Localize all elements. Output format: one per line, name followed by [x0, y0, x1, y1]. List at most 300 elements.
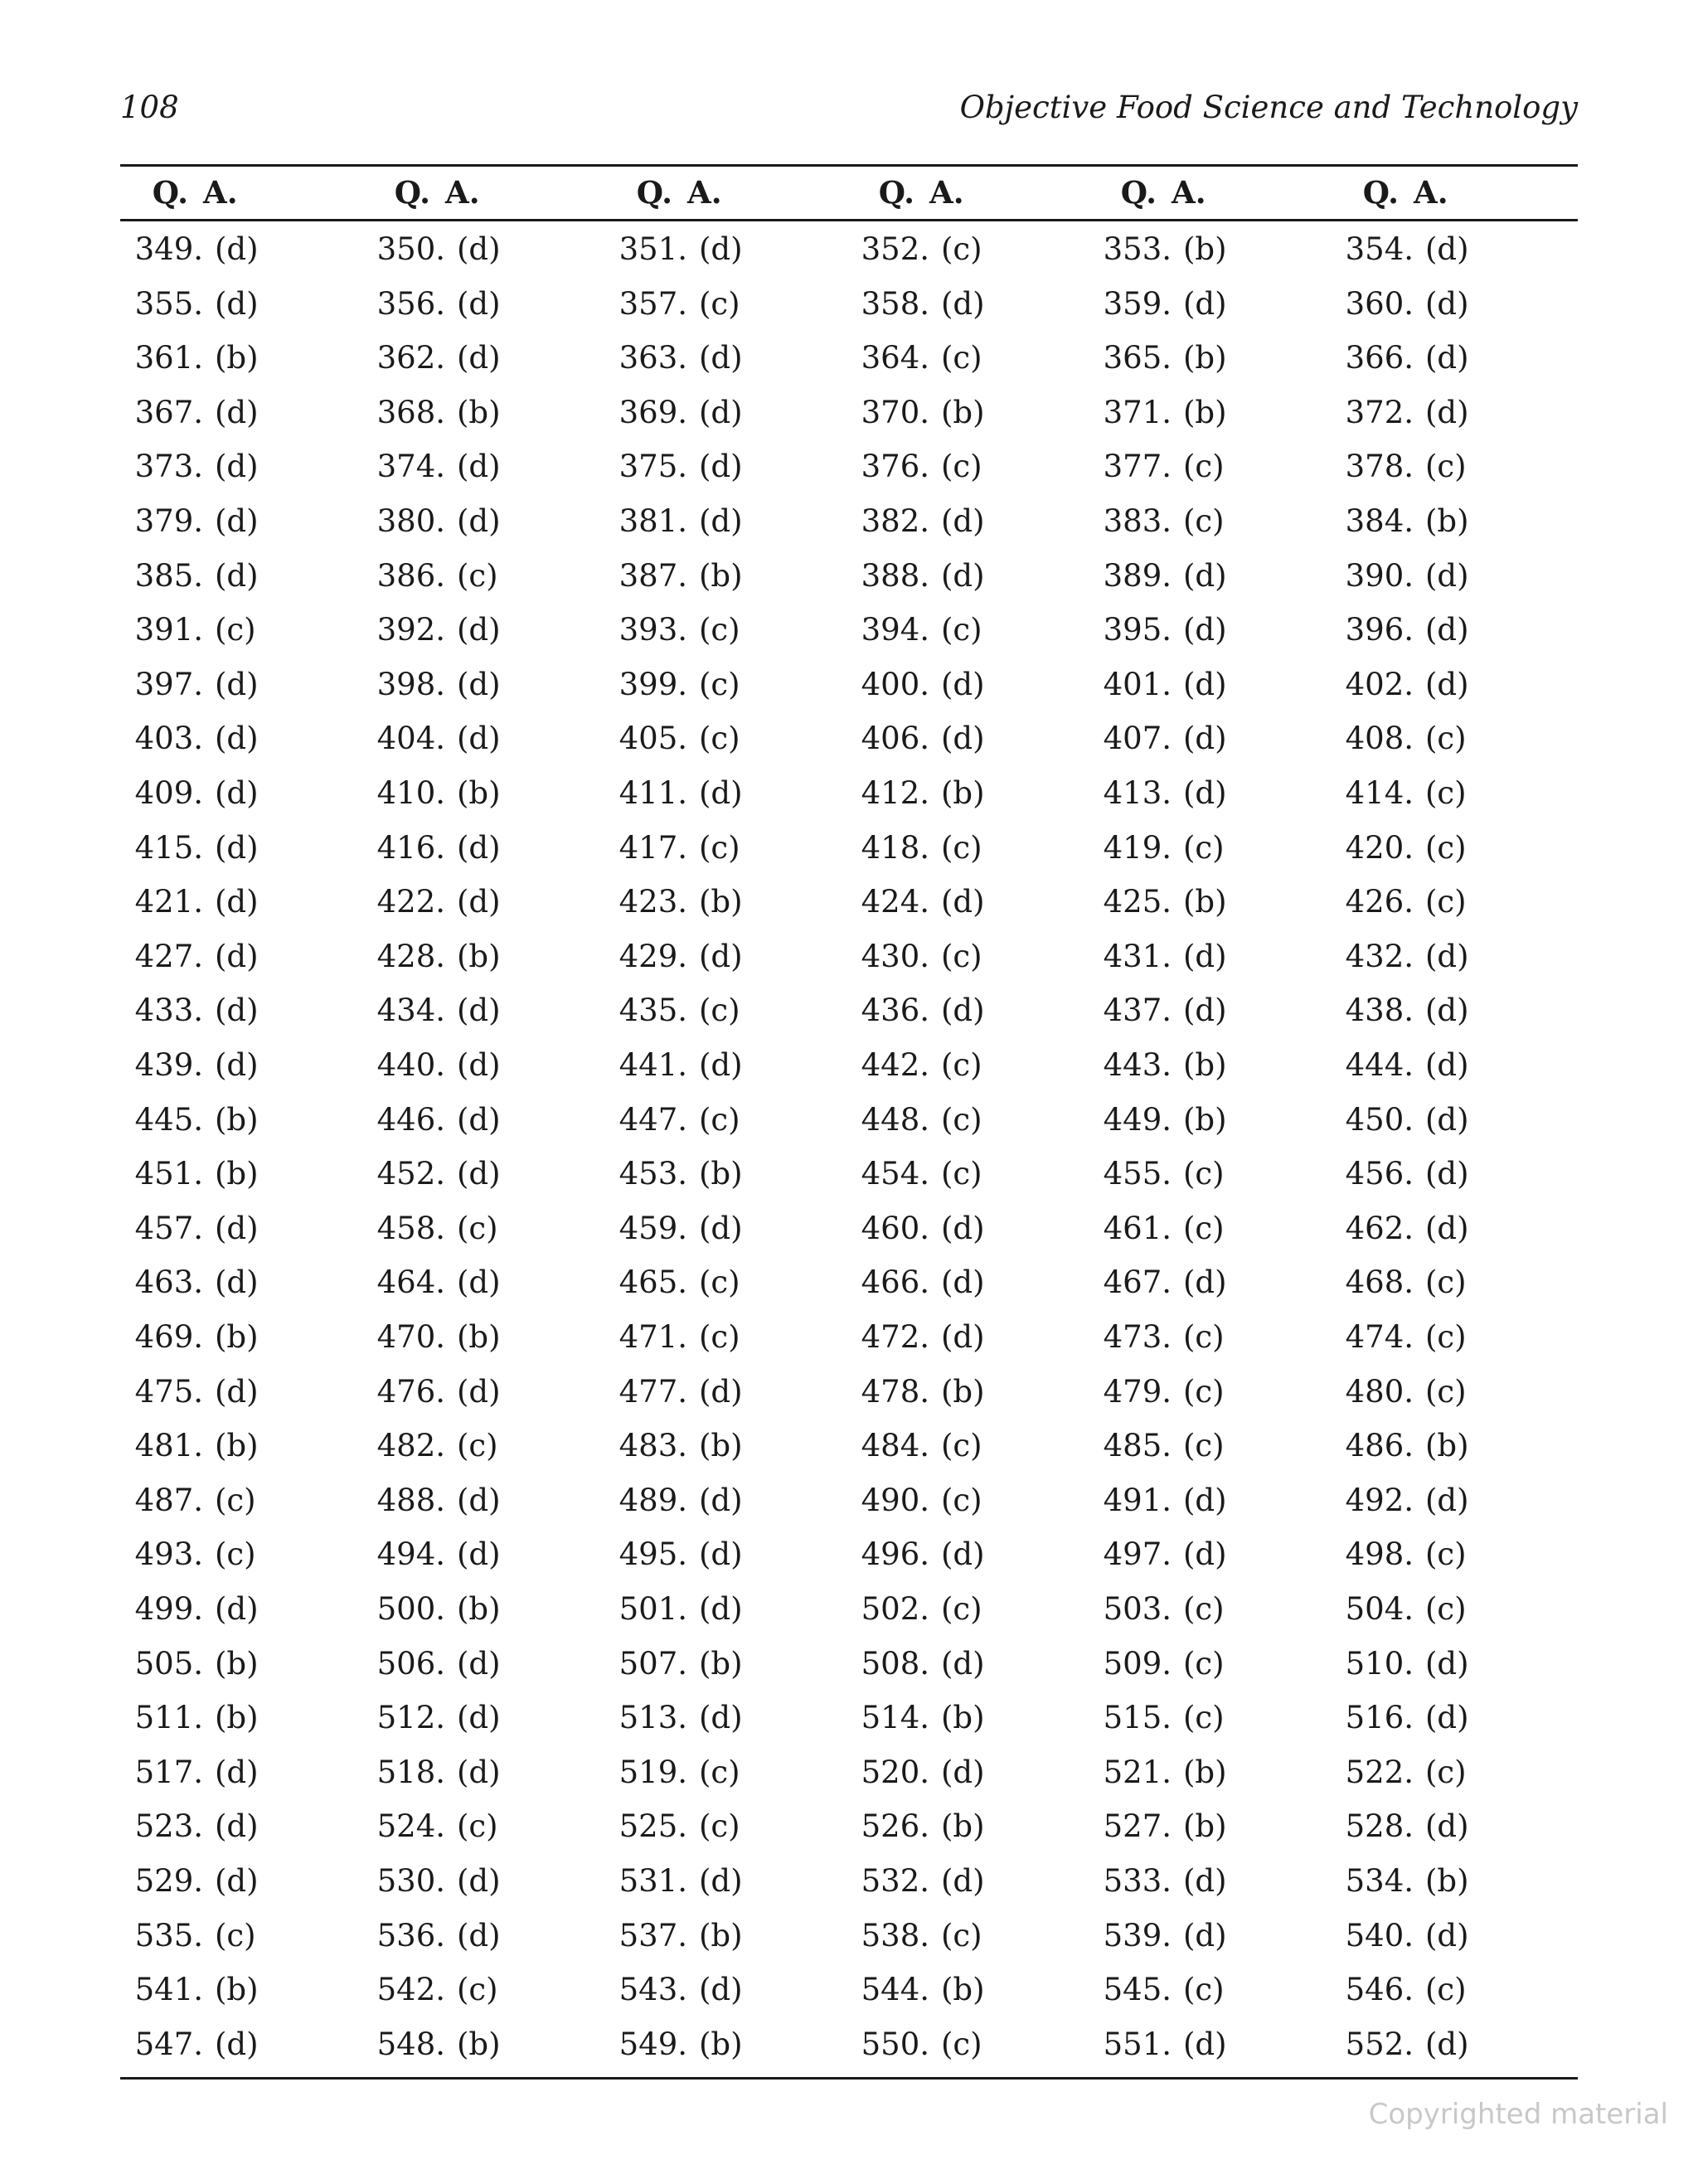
question-number: 417.	[619, 829, 687, 866]
answer-option: (c)	[1183, 449, 1225, 485]
answer-entry	[1089, 983, 1227, 1037]
answer-option: (d)	[941, 1645, 985, 1682]
answer-entry	[120, 1365, 259, 1419]
answer-option: (b)	[1183, 231, 1227, 267]
answer-key-table	[120, 222, 1578, 2073]
column-header-a: A.	[203, 174, 238, 211]
question-number: 472.	[861, 1319, 929, 1355]
question-number: 464.	[376, 1264, 445, 1301]
answer-entry	[120, 1963, 259, 2017]
answer-option: (c)	[1183, 503, 1225, 539]
answer-entry	[604, 658, 740, 711]
answer-option: (d)	[699, 938, 743, 974]
answer-entry	[604, 603, 740, 657]
question-number: 450.	[1345, 1101, 1414, 1138]
answer-entry	[604, 983, 740, 1037]
question-number: 401.	[1103, 666, 1172, 702]
answer-entry	[1089, 1310, 1225, 1364]
answer-entry	[120, 1310, 259, 1364]
answer-entry	[847, 277, 985, 331]
answer-entry	[120, 1147, 259, 1201]
answer-entry	[604, 1527, 743, 1581]
question-number: 393.	[619, 612, 687, 648]
answer-entry	[604, 1147, 743, 1201]
question-number: 530.	[376, 1863, 445, 1899]
answer-entry	[847, 1038, 982, 1092]
column-header-q: Q.	[878, 174, 914, 211]
answer-option: (c)	[1425, 884, 1467, 920]
answer-option: (b)	[215, 1156, 259, 1192]
question-number: 351.	[619, 231, 687, 267]
answer-option: (d)	[699, 1863, 743, 1899]
question-number: 482.	[376, 1428, 445, 1464]
question-number: 475.	[134, 1373, 203, 1410]
answer-option: (d)	[215, 1264, 259, 1301]
answer-entry	[847, 1255, 985, 1309]
answer-entry	[1089, 1201, 1225, 1255]
answer-option: (c)	[215, 612, 256, 648]
answer-entry	[1331, 1527, 1467, 1581]
answer-entry	[362, 603, 501, 657]
column-header-a: A.	[1172, 174, 1206, 211]
answer-option: (b)	[215, 1972, 259, 2008]
answer-option: (d)	[215, 503, 259, 539]
answer-option: (b)	[941, 775, 985, 811]
answer-entry	[120, 1854, 259, 1908]
answer-option: (d)	[457, 285, 501, 322]
answer-entry	[604, 821, 740, 875]
question-number: 539.	[1103, 1917, 1172, 1953]
answer-entry	[1331, 1691, 1469, 1745]
answer-entry	[1089, 821, 1225, 875]
answer-option: (c)	[1183, 829, 1225, 866]
question-number: 468.	[1345, 1264, 1414, 1301]
question-number: 387.	[619, 557, 687, 594]
answer-entry	[362, 1854, 501, 1908]
question-number: 424.	[861, 884, 929, 920]
question-number: 385.	[134, 557, 203, 594]
question-number: 377.	[1103, 449, 1172, 485]
answer-option: (d)	[215, 1591, 259, 1627]
answer-option: (b)	[941, 1972, 985, 2008]
question-number: 473.	[1103, 1319, 1172, 1355]
answer-entry	[604, 1745, 740, 1799]
answer-option: (d)	[1425, 1917, 1469, 1953]
answer-entry	[1331, 1637, 1469, 1691]
column-header	[847, 167, 964, 219]
answer-entry	[847, 1527, 985, 1581]
answer-option: (d)	[941, 503, 985, 539]
question-number: 384.	[1345, 503, 1414, 539]
question-number: 512.	[376, 1700, 445, 1736]
answer-entry	[1089, 1527, 1227, 1581]
answer-entry	[1331, 1473, 1469, 1527]
column-header	[1331, 167, 1448, 219]
question-number: 423.	[619, 884, 687, 920]
question-number: 489.	[619, 1482, 687, 1518]
answer-option: (b)	[699, 1428, 743, 1464]
answer-entry	[362, 1201, 498, 1255]
column-header-q: Q.	[1362, 174, 1399, 211]
answer-entry	[362, 1637, 501, 1691]
question-number: 547.	[134, 2026, 203, 2062]
answer-entry	[1331, 1419, 1469, 1473]
answer-option: (b)	[941, 1808, 985, 1845]
question-number: 485.	[1103, 1428, 1172, 1464]
answer-option: (d)	[457, 829, 501, 866]
question-number: 536.	[376, 1917, 445, 1953]
question-number: 540.	[1345, 1917, 1414, 1953]
answer-option: (b)	[699, 1645, 743, 1682]
answer-entry	[362, 929, 501, 983]
answer-entry	[847, 222, 982, 276]
answer-entry	[1331, 983, 1469, 1037]
answer-entry	[120, 821, 259, 875]
answer-entry	[1331, 658, 1469, 711]
question-number: 467.	[1103, 1264, 1172, 1301]
answer-option: (d)	[699, 231, 743, 267]
answer-option: (c)	[941, 231, 982, 267]
answer-option: (d)	[1183, 557, 1227, 594]
question-number: 440.	[376, 1047, 445, 1083]
answer-entry	[1331, 603, 1469, 657]
question-number: 436.	[861, 993, 929, 1029]
question-number: 486.	[1345, 1428, 1414, 1464]
answer-entry	[604, 929, 743, 983]
answer-entry	[362, 983, 501, 1037]
answer-option: (d)	[1425, 612, 1469, 648]
answer-entry	[120, 439, 259, 493]
answer-option: (d)	[1425, 1700, 1469, 1736]
answer-option: (c)	[457, 1210, 498, 1246]
question-number: 441.	[619, 1047, 687, 1083]
answer-option: (c)	[1425, 721, 1467, 757]
question-number: 444.	[1345, 1047, 1414, 1083]
answer-entry	[604, 1419, 743, 1473]
answer-option: (d)	[457, 1264, 501, 1301]
answer-entry	[1331, 1745, 1467, 1799]
answer-entry	[847, 494, 985, 548]
answer-entry	[847, 1691, 985, 1745]
answer-entry	[1331, 1799, 1469, 1853]
answer-option: (b)	[699, 1156, 743, 1192]
question-number: 537.	[619, 1917, 687, 1953]
answer-option: (d)	[1183, 612, 1227, 648]
answer-option: (b)	[215, 1101, 259, 1138]
answer-option: (d)	[215, 1863, 259, 1899]
question-number: 367.	[134, 394, 203, 430]
question-number: 469.	[134, 1319, 203, 1355]
answer-entry	[847, 1799, 985, 1853]
answer-entry	[1089, 875, 1227, 929]
question-number: 371.	[1103, 394, 1172, 430]
answer-option: (b)	[1183, 1047, 1227, 1083]
answer-option: (d)	[1425, 1156, 1469, 1192]
question-number: 545.	[1103, 1972, 1172, 2008]
answer-entry	[1331, 386, 1469, 439]
question-number: 551.	[1103, 2026, 1172, 2062]
answer-option: (d)	[941, 1536, 985, 1573]
answer-entry	[1089, 494, 1225, 548]
answer-option: (c)	[1425, 1754, 1467, 1790]
answer-entry	[1089, 1582, 1225, 1636]
answer-option: (d)	[457, 1917, 501, 1953]
book-title: Objective Food Science and Technology	[959, 90, 1578, 125]
question-number: 514.	[861, 1700, 929, 1736]
answer-entry	[120, 875, 259, 929]
answer-entry	[847, 1473, 982, 1527]
question-number: 515.	[1103, 1700, 1172, 1736]
question-number: 350.	[376, 231, 445, 267]
answer-option: (d)	[1183, 721, 1227, 757]
answer-option: (c)	[941, 938, 982, 974]
question-number: 380.	[376, 503, 445, 539]
answer-entry	[604, 277, 740, 331]
answer-option: (d)	[941, 1210, 985, 1246]
answer-entry	[362, 821, 501, 875]
answer-entry	[847, 766, 985, 820]
answer-entry	[120, 766, 259, 820]
answer-option: (c)	[1425, 1536, 1467, 1573]
answer-option: (b)	[699, 557, 743, 594]
answer-entry	[847, 549, 985, 603]
question-number: 386.	[376, 557, 445, 594]
answer-entry	[847, 1745, 985, 1799]
answer-option: (b)	[941, 1373, 985, 1410]
answer-option: (d)	[941, 285, 985, 322]
question-number: 415.	[134, 829, 203, 866]
question-number: 382.	[861, 503, 929, 539]
answer-entry	[1089, 1473, 1227, 1527]
answer-option: (d)	[215, 1210, 259, 1246]
answer-entry	[120, 1691, 259, 1745]
answer-entry	[847, 1909, 982, 1963]
answer-option: (d)	[699, 1373, 743, 1410]
question-number: 405.	[619, 721, 687, 757]
answer-entry	[362, 494, 501, 548]
answer-entry	[1331, 766, 1467, 820]
answer-option: (d)	[1425, 2026, 1469, 2062]
answer-entry	[1331, 1582, 1467, 1636]
question-number: 463.	[134, 1264, 203, 1301]
answer-option: (c)	[941, 829, 982, 866]
question-number: 487.	[134, 1482, 203, 1518]
question-number: 365.	[1103, 340, 1172, 376]
answer-option: (b)	[1183, 1101, 1227, 1138]
question-number: 491.	[1103, 1482, 1172, 1518]
answer-entry	[362, 1799, 498, 1853]
answer-entry	[362, 658, 501, 711]
answer-option: (d)	[457, 666, 501, 702]
column-header-q: Q.	[636, 174, 672, 211]
answer-entry	[847, 1854, 985, 1908]
question-number: 416.	[376, 829, 445, 866]
answer-entry	[1089, 1637, 1225, 1691]
answer-entry	[1089, 386, 1227, 439]
answer-option: (d)	[1183, 1863, 1227, 1899]
answer-option: (d)	[1183, 993, 1227, 1029]
answer-entry	[1089, 1147, 1225, 1201]
answer-option: (d)	[457, 1645, 501, 1682]
answer-entry	[847, 439, 982, 493]
answer-entry	[604, 766, 743, 820]
question-number: 452.	[376, 1156, 445, 1192]
answer-entry	[847, 1310, 985, 1364]
answer-option: (d)	[1183, 938, 1227, 974]
answer-entry	[604, 711, 740, 765]
question-number: 503.	[1103, 1591, 1172, 1627]
answer-entry	[1331, 875, 1467, 929]
answer-option: (c)	[457, 557, 498, 594]
answer-entry	[362, 331, 501, 385]
question-number: 494.	[376, 1536, 445, 1573]
question-number: 528.	[1345, 1808, 1414, 1845]
question-number: 372.	[1345, 394, 1414, 430]
answer-option: (b)	[699, 1917, 743, 1953]
answer-entry	[1331, 929, 1469, 983]
question-number: 364.	[861, 340, 929, 376]
answer-entry	[1089, 1093, 1227, 1147]
answer-option: (b)	[457, 938, 501, 974]
table-header-rule	[120, 219, 1578, 221]
answer-option: (b)	[457, 775, 501, 811]
answer-entry	[362, 1365, 501, 1419]
answer-entry	[362, 1527, 501, 1581]
question-number: 402.	[1345, 666, 1414, 702]
question-number: 369.	[619, 394, 687, 430]
answer-entry	[1331, 1909, 1469, 1963]
question-number: 527.	[1103, 1808, 1172, 1845]
answer-entry	[362, 1963, 498, 2017]
answer-option: (d)	[457, 1156, 501, 1192]
answer-option: (d)	[699, 1700, 743, 1736]
question-number: 391.	[134, 612, 203, 648]
answer-option: (b)	[215, 1645, 259, 1682]
answer-entry	[847, 1963, 985, 2017]
question-number: 501.	[619, 1591, 687, 1627]
question-number: 495.	[619, 1536, 687, 1573]
answer-option: (d)	[699, 1210, 743, 1246]
answer-option: (d)	[941, 1863, 985, 1899]
question-number: 431.	[1103, 938, 1172, 974]
question-number: 368.	[376, 394, 445, 430]
answer-option: (d)	[215, 775, 259, 811]
question-number: 543.	[619, 1972, 687, 2008]
answer-option: (d)	[699, 1482, 743, 1518]
question-number: 459.	[619, 1210, 687, 1246]
answer-option: (d)	[215, 666, 259, 702]
question-number: 355.	[134, 285, 203, 322]
answer-entry	[120, 929, 259, 983]
answer-option: (d)	[215, 285, 259, 322]
question-number: 521.	[1103, 1754, 1172, 1790]
answer-entry	[1089, 2017, 1227, 2071]
question-number: 534.	[1345, 1863, 1414, 1899]
answer-entry	[847, 1419, 982, 1473]
question-number: 373.	[134, 449, 203, 485]
question-number: 412.	[861, 775, 929, 811]
answer-option: (c)	[457, 1808, 498, 1845]
answer-entry	[1331, 222, 1469, 276]
answer-option: (c)	[699, 829, 740, 866]
answer-entry	[362, 1310, 501, 1364]
answer-option: (c)	[457, 1428, 498, 1464]
question-number: 548.	[376, 2026, 445, 2062]
question-number: 479.	[1103, 1373, 1172, 1410]
answer-entry	[604, 1038, 743, 1092]
question-number: 409.	[134, 775, 203, 811]
question-number: 458.	[376, 1210, 445, 1246]
question-number: 379.	[134, 503, 203, 539]
answer-option: (d)	[941, 993, 985, 1029]
question-number: 354.	[1345, 231, 1414, 267]
question-number: 434.	[376, 993, 445, 1029]
answer-entry	[604, 1255, 740, 1309]
answer-option: (c)	[941, 1047, 982, 1083]
question-number: 492.	[1345, 1482, 1414, 1518]
answer-option: (d)	[215, 1047, 259, 1083]
question-number: 430.	[861, 938, 929, 974]
answer-option: (b)	[1425, 1428, 1469, 1464]
answer-entry	[120, 1201, 259, 1255]
answer-option: (c)	[215, 1482, 256, 1518]
answer-option: (c)	[1425, 1373, 1467, 1410]
column-header-q: Q.	[1120, 174, 1157, 211]
question-number: 433.	[134, 993, 203, 1029]
answer-option: (d)	[1425, 1047, 1469, 1083]
answer-option: (c)	[1425, 1264, 1467, 1301]
question-number: 427.	[134, 938, 203, 974]
answer-option: (d)	[215, 1754, 259, 1790]
question-number: 425.	[1103, 884, 1172, 920]
question-number: 490.	[861, 1482, 929, 1518]
answer-entry	[604, 1365, 743, 1419]
answer-entry	[1089, 549, 1227, 603]
question-number: 399.	[619, 666, 687, 702]
answer-entry	[1331, 711, 1467, 765]
answer-option: (b)	[1183, 340, 1227, 376]
question-number: 448.	[861, 1101, 929, 1138]
answer-option: (d)	[457, 1700, 501, 1736]
answer-entry	[1331, 277, 1469, 331]
answer-option: (c)	[699, 1264, 740, 1301]
answer-option: (d)	[1425, 1645, 1469, 1682]
question-number: 356.	[376, 285, 445, 322]
answer-entry	[362, 1745, 501, 1799]
answer-option: (d)	[1425, 394, 1469, 430]
answer-option: (c)	[699, 285, 740, 322]
answer-entry	[847, 875, 985, 929]
answer-option: (b)	[941, 394, 985, 430]
answer-option: (d)	[457, 1373, 501, 1410]
answer-entry	[362, 277, 501, 331]
answer-option: (c)	[1183, 1373, 1225, 1410]
answer-entry	[362, 549, 498, 603]
answer-option: (c)	[941, 449, 982, 485]
answer-entry	[1089, 1691, 1225, 1745]
answer-option: (b)	[1183, 394, 1227, 430]
answer-entry	[1089, 1365, 1225, 1419]
question-number: 378.	[1345, 449, 1414, 485]
answer-entry	[362, 222, 501, 276]
answer-entry	[120, 222, 259, 276]
question-number: 456.	[1345, 1156, 1414, 1192]
question-number: 461.	[1103, 1210, 1172, 1246]
question-number: 470.	[376, 1319, 445, 1355]
answer-entry	[1089, 277, 1227, 331]
answer-entry	[120, 1799, 259, 1853]
answer-option: (c)	[1183, 1210, 1225, 1246]
